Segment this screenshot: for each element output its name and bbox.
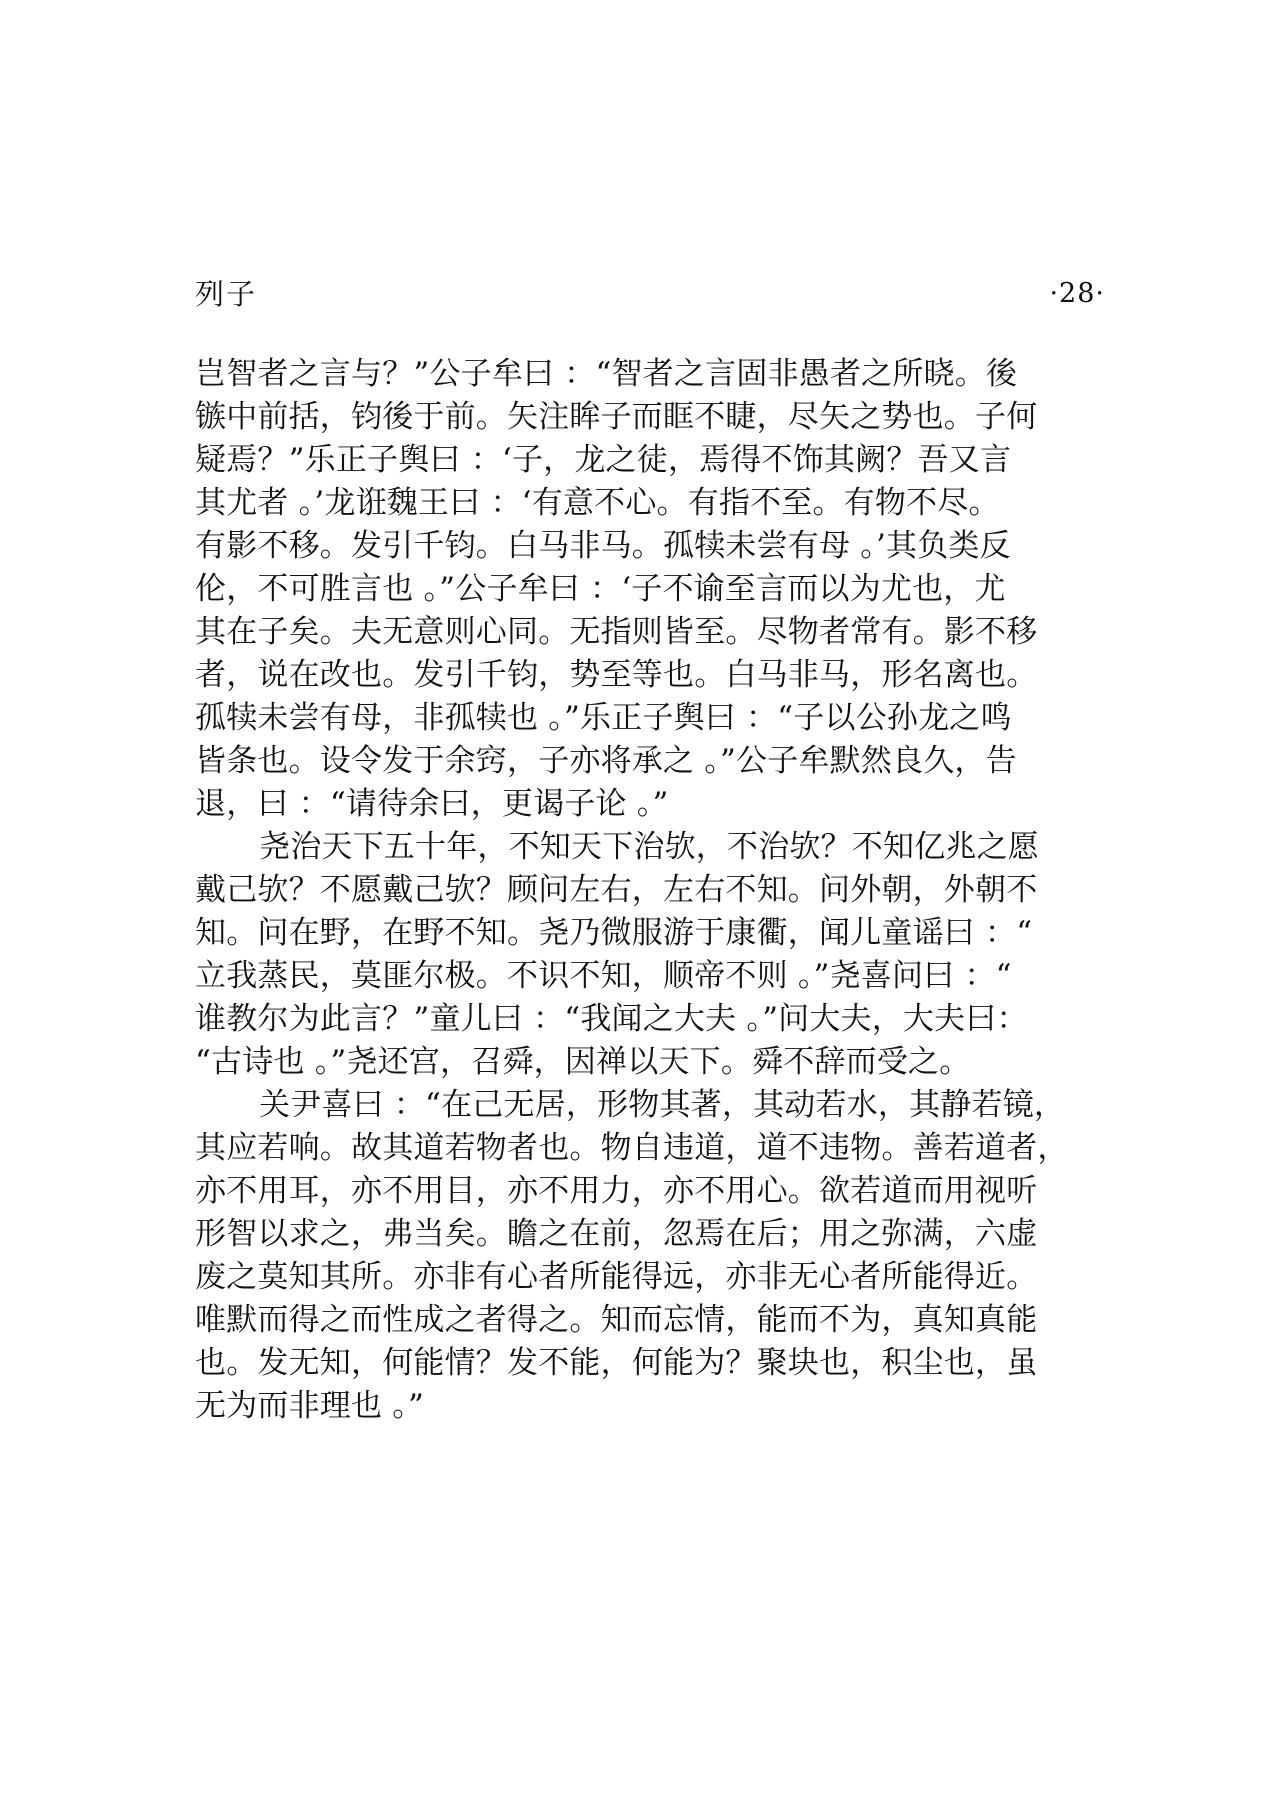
text-line: 戴己欤？不愿戴己欤？顾问左右，左右不知。问外朝，外朝不 <box>195 872 1038 908</box>
text-line: “古诗也 。”尧还宫，召舜，因禅以天下。舜不辞而受之。 <box>195 1044 971 1080</box>
running-header <box>195 272 1105 316</box>
paragraph-start-line: 尧治天下五十年，不知天下治欤，不治欤？不知亿兆之愿 <box>259 829 1039 865</box>
text-line: 亦不用耳，亦不用目，亦不用力，亦不用心。欲若道而用视听 <box>195 1173 1038 1209</box>
text-line: 也。发无知，何能情？发不能，何能为？聚块也，积尘也，虽 <box>195 1345 1038 1381</box>
text-line: 其应若响。故其道若物者也。物自违道，道不违物。善若道者， <box>195 1130 1069 1166</box>
text-line: 孤犊未尝有母，非孤犊也 。”乐正子舆曰 ：“子以公孙龙之鸣 <box>195 700 1012 736</box>
text-line: 立我蒸民，莫匪尔极。不识不知，顺帝不则 。”尧喜问曰 ：“ <box>195 958 1012 994</box>
text-line: 知。问在野，在野不知。尧乃微服游于康衢，闻儿童谣曰 ：“ <box>195 915 1033 951</box>
text-line: 退，曰 ：“请待余曰，更谒子论 。” <box>195 786 669 822</box>
text-line: 其在子矣。夫无意则心同。无指则皆至。尽物者常有。影不移 <box>195 614 1038 650</box>
text-line: 其尤者 。’龙诳魏王曰 ：‘有意不心。有指不至。有物不尽。 <box>195 485 1000 521</box>
body-text <box>195 353 1105 1428</box>
text-line: 谁教尔为此言？”童儿曰 ：“我闻之大夫 。”问大夫，大夫曰： <box>195 1001 1028 1037</box>
text-line: 皆条也。设令发于余窍，子亦将承之 。”公子牟默然良久，告 <box>195 743 1017 779</box>
text-line: 镞中前括，钧後于前。矢注眸子而眶不睫，尽矢之势也。子何 <box>195 399 1038 435</box>
paragraph-start-line: 关尹喜曰 ：“在己无居，形物其著，其动若水，其静若镜， <box>259 1087 1066 1123</box>
text-line: 者，说在改也。发引千钧，势至等也。白马非马，形名离也。 <box>195 657 1038 693</box>
text-line: 岂智者之言与？”公子牟曰 ：“智者之言固非愚者之所晓。後 <box>195 356 1018 392</box>
text-line: 唯默而得之而性成之者得之。知而忘情，能而不为，真知真能 <box>195 1302 1038 1338</box>
text-line: 伦，不可胜言也 。”公子牟曰 ：‘子不谕至言而以为尤也，尤 <box>195 571 1006 607</box>
book-title: 列子 <box>195 277 258 311</box>
text-line: 无为而非理也 。” <box>195 1388 425 1424</box>
page-number: ·28· <box>1049 278 1105 309</box>
text-line: 废之莫知其所。亦非有心者所能得远，亦非无心者所能得近。 <box>195 1259 1038 1295</box>
text-line: 形智以求之，弗当矣。瞻之在前，忽焉在后；用之弥满，六虚 <box>195 1216 1038 1252</box>
text-line: 疑焉？”乐正子舆曰 ：‘子，龙之徒，焉得不饰其阙？吾又言 <box>195 442 1012 478</box>
text-line: 有影不移。发引千钧。白马非马。孤犊未尝有母 。’其负类反 <box>195 528 1011 564</box>
